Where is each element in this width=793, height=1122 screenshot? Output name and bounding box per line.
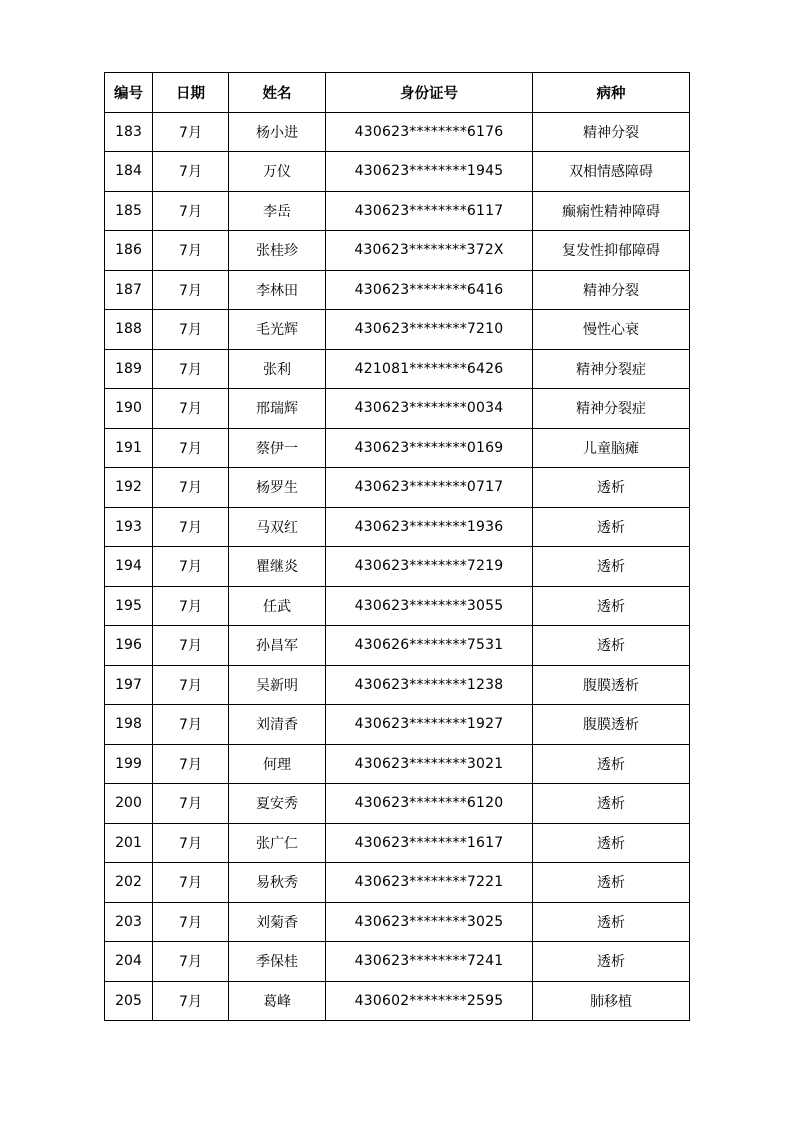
cell-date: 7月 [153, 784, 229, 824]
cell-id-number: 430623********3025 [326, 902, 533, 942]
cell-no: 186 [105, 231, 153, 271]
cell-name: 何理 [229, 744, 326, 784]
cell-no: 199 [105, 744, 153, 784]
cell-id-number: 430623********0034 [326, 389, 533, 429]
cell-id-number: 430623********3055 [326, 586, 533, 626]
cell-disease: 精神分裂 [533, 112, 690, 152]
cell-disease: 透析 [533, 507, 690, 547]
cell-id-number: 430623********6120 [326, 784, 533, 824]
header-id: 身份证号 [326, 73, 533, 113]
cell-name: 张广仁 [229, 823, 326, 863]
cell-name: 刘菊香 [229, 902, 326, 942]
cell-date: 7月 [153, 665, 229, 705]
cell-date: 7月 [153, 744, 229, 784]
cell-name: 蔡伊一 [229, 428, 326, 468]
cell-name: 任武 [229, 586, 326, 626]
cell-no: 191 [105, 428, 153, 468]
cell-name: 吴新明 [229, 665, 326, 705]
cell-no: 184 [105, 152, 153, 192]
cell-no: 195 [105, 586, 153, 626]
cell-no: 189 [105, 349, 153, 389]
table-row [105, 981, 690, 1021]
table-row [105, 112, 690, 152]
cell-name: 张桂珍 [229, 231, 326, 271]
table-row [105, 468, 690, 508]
header-date: 日期 [153, 73, 229, 113]
cell-date: 7月 [153, 152, 229, 192]
cell-id-number: 421081********6426 [326, 349, 533, 389]
cell-date: 7月 [153, 586, 229, 626]
cell-disease: 透析 [533, 784, 690, 824]
cell-disease: 腹膜透析 [533, 705, 690, 745]
cell-id-number: 430623********7210 [326, 310, 533, 350]
cell-name: 杨罗生 [229, 468, 326, 508]
cell-name: 刘清香 [229, 705, 326, 745]
cell-id-number: 430623********372X [326, 231, 533, 271]
table-row [105, 349, 690, 389]
cell-name: 万仪 [229, 152, 326, 192]
table-row [105, 191, 690, 231]
cell-id-number: 430623********3021 [326, 744, 533, 784]
cell-no: 200 [105, 784, 153, 824]
cell-name: 杨小进 [229, 112, 326, 152]
cell-date: 7月 [153, 823, 229, 863]
cell-id-number: 430623********1238 [326, 665, 533, 705]
cell-disease: 透析 [533, 902, 690, 942]
cell-no: 204 [105, 942, 153, 982]
table-row [105, 270, 690, 310]
cell-disease: 精神分裂 [533, 270, 690, 310]
cell-disease: 透析 [533, 942, 690, 982]
cell-id-number: 430626********7531 [326, 626, 533, 666]
cell-name: 毛光辉 [229, 310, 326, 350]
cell-no: 201 [105, 823, 153, 863]
cell-no: 193 [105, 507, 153, 547]
cell-name: 李林田 [229, 270, 326, 310]
cell-date: 7月 [153, 270, 229, 310]
cell-no: 198 [105, 705, 153, 745]
cell-date: 7月 [153, 902, 229, 942]
table-row [105, 665, 690, 705]
cell-no: 205 [105, 981, 153, 1021]
table-row [105, 231, 690, 271]
cell-name: 夏安秀 [229, 784, 326, 824]
cell-id-number: 430623********1927 [326, 705, 533, 745]
cell-name: 季保桂 [229, 942, 326, 982]
cell-id-number: 430623********0169 [326, 428, 533, 468]
cell-id-number: 430623********7221 [326, 863, 533, 903]
cell-id-number: 430623********7219 [326, 547, 533, 587]
cell-disease: 透析 [533, 626, 690, 666]
table-row [105, 863, 690, 903]
cell-disease: 癫痫性精神障碍 [533, 191, 690, 231]
cell-id-number: 430623********6117 [326, 191, 533, 231]
cell-disease: 透析 [533, 586, 690, 626]
cell-no: 194 [105, 547, 153, 587]
cell-disease: 透析 [533, 547, 690, 587]
cell-id-number: 430623********6416 [326, 270, 533, 310]
cell-date: 7月 [153, 112, 229, 152]
cell-no: 183 [105, 112, 153, 152]
cell-date: 7月 [153, 547, 229, 587]
cell-name: 张利 [229, 349, 326, 389]
cell-id-number: 430623********1945 [326, 152, 533, 192]
cell-date: 7月 [153, 981, 229, 1021]
cell-no: 192 [105, 468, 153, 508]
cell-id-number: 430623********7241 [326, 942, 533, 982]
cell-disease: 腹膜透析 [533, 665, 690, 705]
cell-date: 7月 [153, 626, 229, 666]
table-row [105, 823, 690, 863]
table-row [105, 507, 690, 547]
header-row [105, 73, 690, 113]
cell-name: 李岳 [229, 191, 326, 231]
table-row [105, 626, 690, 666]
cell-no: 202 [105, 863, 153, 903]
records-table [104, 72, 690, 1021]
cell-date: 7月 [153, 705, 229, 745]
cell-id-number: 430602********2595 [326, 981, 533, 1021]
table-row [105, 744, 690, 784]
cell-date: 7月 [153, 468, 229, 508]
cell-disease: 儿童脑瘫 [533, 428, 690, 468]
cell-date: 7月 [153, 310, 229, 350]
cell-id-number: 430623********0717 [326, 468, 533, 508]
cell-no: 187 [105, 270, 153, 310]
cell-disease: 透析 [533, 863, 690, 903]
table-row [105, 784, 690, 824]
table-row [105, 705, 690, 745]
cell-id-number: 430623********1617 [326, 823, 533, 863]
cell-disease: 透析 [533, 468, 690, 508]
cell-date: 7月 [153, 507, 229, 547]
cell-name: 马双红 [229, 507, 326, 547]
table-row [105, 586, 690, 626]
cell-no: 197 [105, 665, 153, 705]
table-row [105, 310, 690, 350]
cell-disease: 双相情感障碍 [533, 152, 690, 192]
cell-no: 188 [105, 310, 153, 350]
cell-name: 孙昌军 [229, 626, 326, 666]
cell-name: 易秋秀 [229, 863, 326, 903]
cell-date: 7月 [153, 942, 229, 982]
cell-name: 邢瑞辉 [229, 389, 326, 429]
cell-no: 196 [105, 626, 153, 666]
cell-disease: 复发性抑郁障碍 [533, 231, 690, 271]
table-row [105, 547, 690, 587]
table-row [105, 942, 690, 982]
cell-disease: 精神分裂症 [533, 349, 690, 389]
cell-disease: 透析 [533, 744, 690, 784]
table-row [105, 902, 690, 942]
cell-date: 7月 [153, 428, 229, 468]
cell-date: 7月 [153, 231, 229, 271]
cell-id-number: 430623********1936 [326, 507, 533, 547]
cell-date: 7月 [153, 863, 229, 903]
cell-disease: 肺移植 [533, 981, 690, 1021]
header-disease: 病种 [533, 73, 690, 113]
cell-no: 203 [105, 902, 153, 942]
table-body [105, 112, 690, 1021]
cell-name: 葛峰 [229, 981, 326, 1021]
cell-no: 185 [105, 191, 153, 231]
cell-disease: 精神分裂症 [533, 389, 690, 429]
cell-disease: 透析 [533, 823, 690, 863]
header-name: 姓名 [229, 73, 326, 113]
cell-no: 190 [105, 389, 153, 429]
cell-date: 7月 [153, 389, 229, 429]
cell-id-number: 430623********6176 [326, 112, 533, 152]
cell-disease: 慢性心衰 [533, 310, 690, 350]
cell-date: 7月 [153, 191, 229, 231]
table-row [105, 152, 690, 192]
cell-date: 7月 [153, 349, 229, 389]
cell-name: 瞿继炎 [229, 547, 326, 587]
table-row [105, 389, 690, 429]
header-no: 编号 [105, 73, 153, 113]
table-row [105, 428, 690, 468]
